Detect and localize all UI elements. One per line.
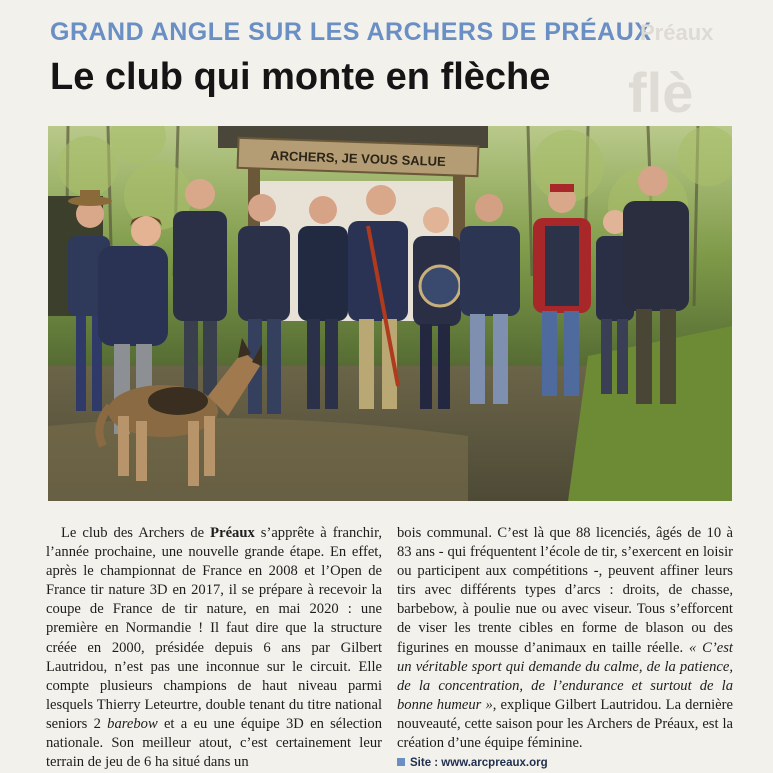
- paragraph-1: Le club des Archers de Préaux s’apprête à franchir, l’année prochaine, une nouvelle grande étape. En effet, après le championnat de France en 2008 et l’Open de France tir nature 3D en 2017, il se prépare à recevoir la coupe de France de tir nature, en mai 2020 : une première en Normandie ! Il faut dire que la structure créée en 2000, présidée depuis 6 ans par Gilbert Lautridou, n’est pas une inconnue sur le circuit. Elle compte plusieurs champions de haut niveau parmi lesquels Thierry Leteurtre, double tenant du titre national seniors 2 barebow et a eu une équipe 3D en sélection nationale. Son meilleur atout, c’est certainement leur terrain de jeu de 6 ha situé dans un: [46, 525, 382, 771]
- leaf-litter: [48, 418, 468, 501]
- article-column-2: [397, 524, 733, 773]
- ghost-line-1: Préaux: [640, 20, 714, 45]
- show-through-text: [620, 20, 773, 120]
- kicker-title: GRAND ANGLE SUR LES ARCHERS DE PRÉAUX: [50, 18, 652, 46]
- bullet-square-icon: [397, 758, 405, 766]
- ghost-line-2: flè: [628, 61, 694, 120]
- article-column-1: [46, 524, 382, 772]
- headline: Le club qui monte en flèche: [50, 56, 551, 98]
- group-photo: [48, 126, 732, 501]
- sign-text: ARCHERS, JE VOUS SALUE: [269, 147, 446, 170]
- site-link[interactable]: Site : www.arcpreaux.org: [397, 754, 733, 773]
- paragraph-2: bois communal. C’est là que 88 licenciés, âgés de 10 à 83 ans - qui fréquentent l’école de tir, s’exercent en loisir ou participent aux compétitions -, peuvent affiner leurs tirs avec différents types d’arcs : droits, de chasse, barbebow, à poulie nue ou avec viseur. Tous s’efforcent de viser les trente cibles en forme de blason ou des figurines en mousse d’animaux en taille réelle. « C’est un véritable sport qui demande du calme, de la patience, de la concentration, de l’endurance et surtout de la bonne humeur », explique Gilbert Lautridou. La dernière nouveauté, cette saison pour les Archers de Préaux, est la création d’une équipe féminine.: [397, 525, 733, 752]
- quote: « C’est un véritable sport qui demande du calme, de la patience, de la concentration, de l’endurance et surtout de la bonne humeur »: [397, 639, 733, 713]
